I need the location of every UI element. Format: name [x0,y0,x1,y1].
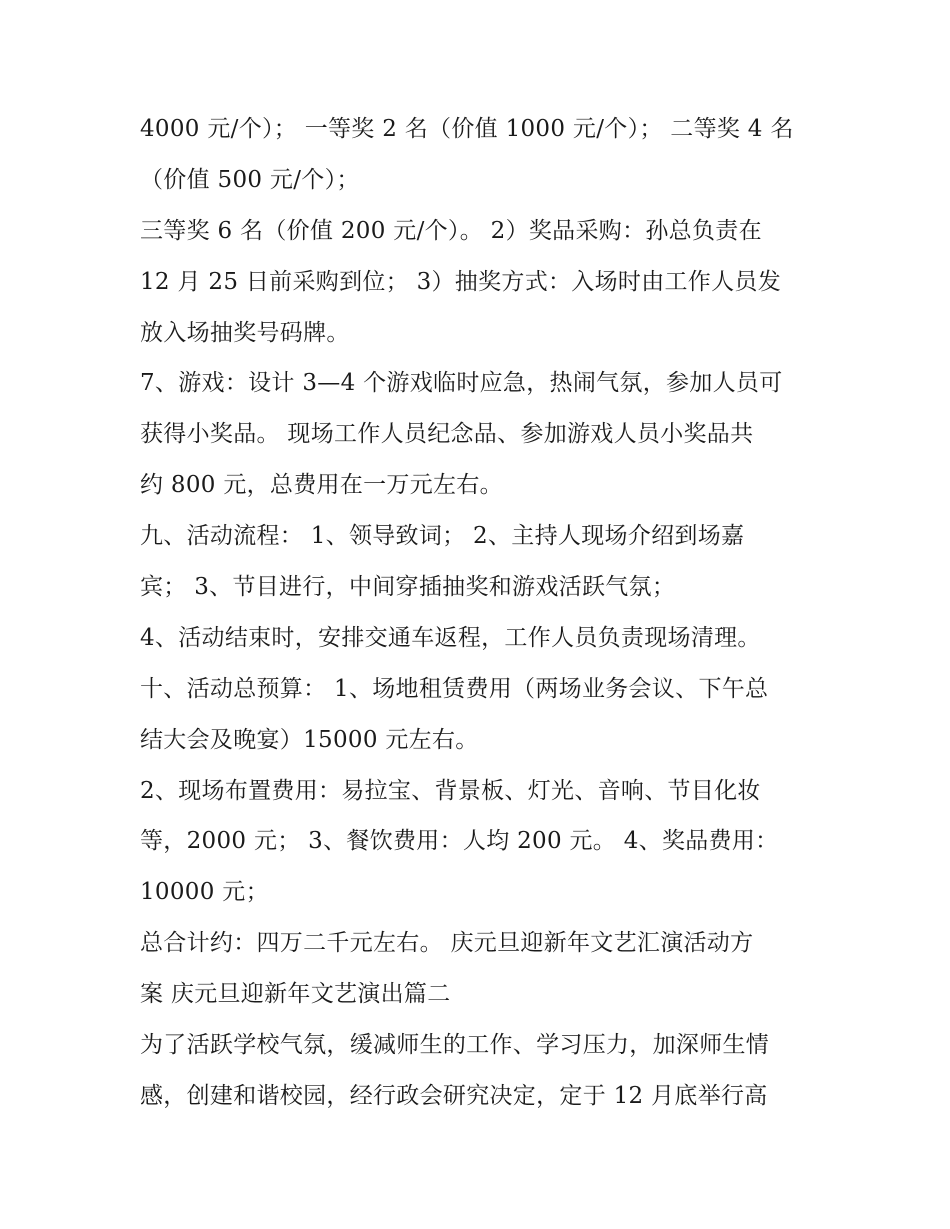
text-line-11: 4、活动结束时，安排交通车返程，工作人员负责现场清理。 [140,624,761,651]
text-line-8: 约 800 元，总费用在一万元左右。 [140,472,503,499]
text-line-20: 感，创建和谐校园，经行政会研究决定，定于 12 月底举行高 [140,1082,768,1109]
text-line-1: 4000 元/个）； 一等奖 2 名（价值 1000 元/个）； 二等奖 4 名 [140,116,794,142]
text-line-2: （价值 500 元/个）； [140,166,360,193]
text-line-13: 结大会及晚宴）15000 元左右。 [140,726,479,753]
text-line-19: 为了活跃学校气氛，缓减师生的工作、学习压力，加深师生情 [140,1032,770,1059]
text-line-5: 放入场抽奖号码牌。 [140,319,350,346]
text-line-10: 宾； 3、节目进行，中间穿插抽奖和游戏活跃气氛； [140,574,676,601]
text-line-12: 十、活动总预算： 1、场地租赁费用（两场业务会议、下午总 [140,675,769,702]
text-line-9: 九、活动流程： 1、领导致词； 2、主持人现场介绍到场嘉 [140,523,745,550]
text-line-14: 2、现场布置费用：易拉宝、背景板、灯光、音响、节目化妆 [140,777,761,804]
text-line-18: 案 庆元旦迎新年文艺演出篇二 [140,981,451,1008]
text-line-6: 7、游戏：设计 3—4 个游戏临时应急，热闹气氛，参加人员可 [140,370,783,397]
document-body [140,104,830,1122]
text-line-16: 10000 元； [140,879,269,906]
text-line-15: 等，2000 元； 3、餐饮费用：人均 200 元。 4、奖品费用： [140,828,779,855]
text-line-3: 三等奖 6 名（价值 200 元/个）。 2）奖品采购：孙总负责在 [140,217,762,244]
text-line-7: 获得小奖品。 现场工作人员纪念品、参加游戏人员小奖品共 [140,421,754,448]
text-line-4: 12 月 25 日前采购到位； 3）抽奖方式：入场时由工作人员发 [140,268,782,295]
text-line-17: 总合计约：四万二千元左右。 庆元旦迎新年文艺汇演活动方 [140,930,754,957]
